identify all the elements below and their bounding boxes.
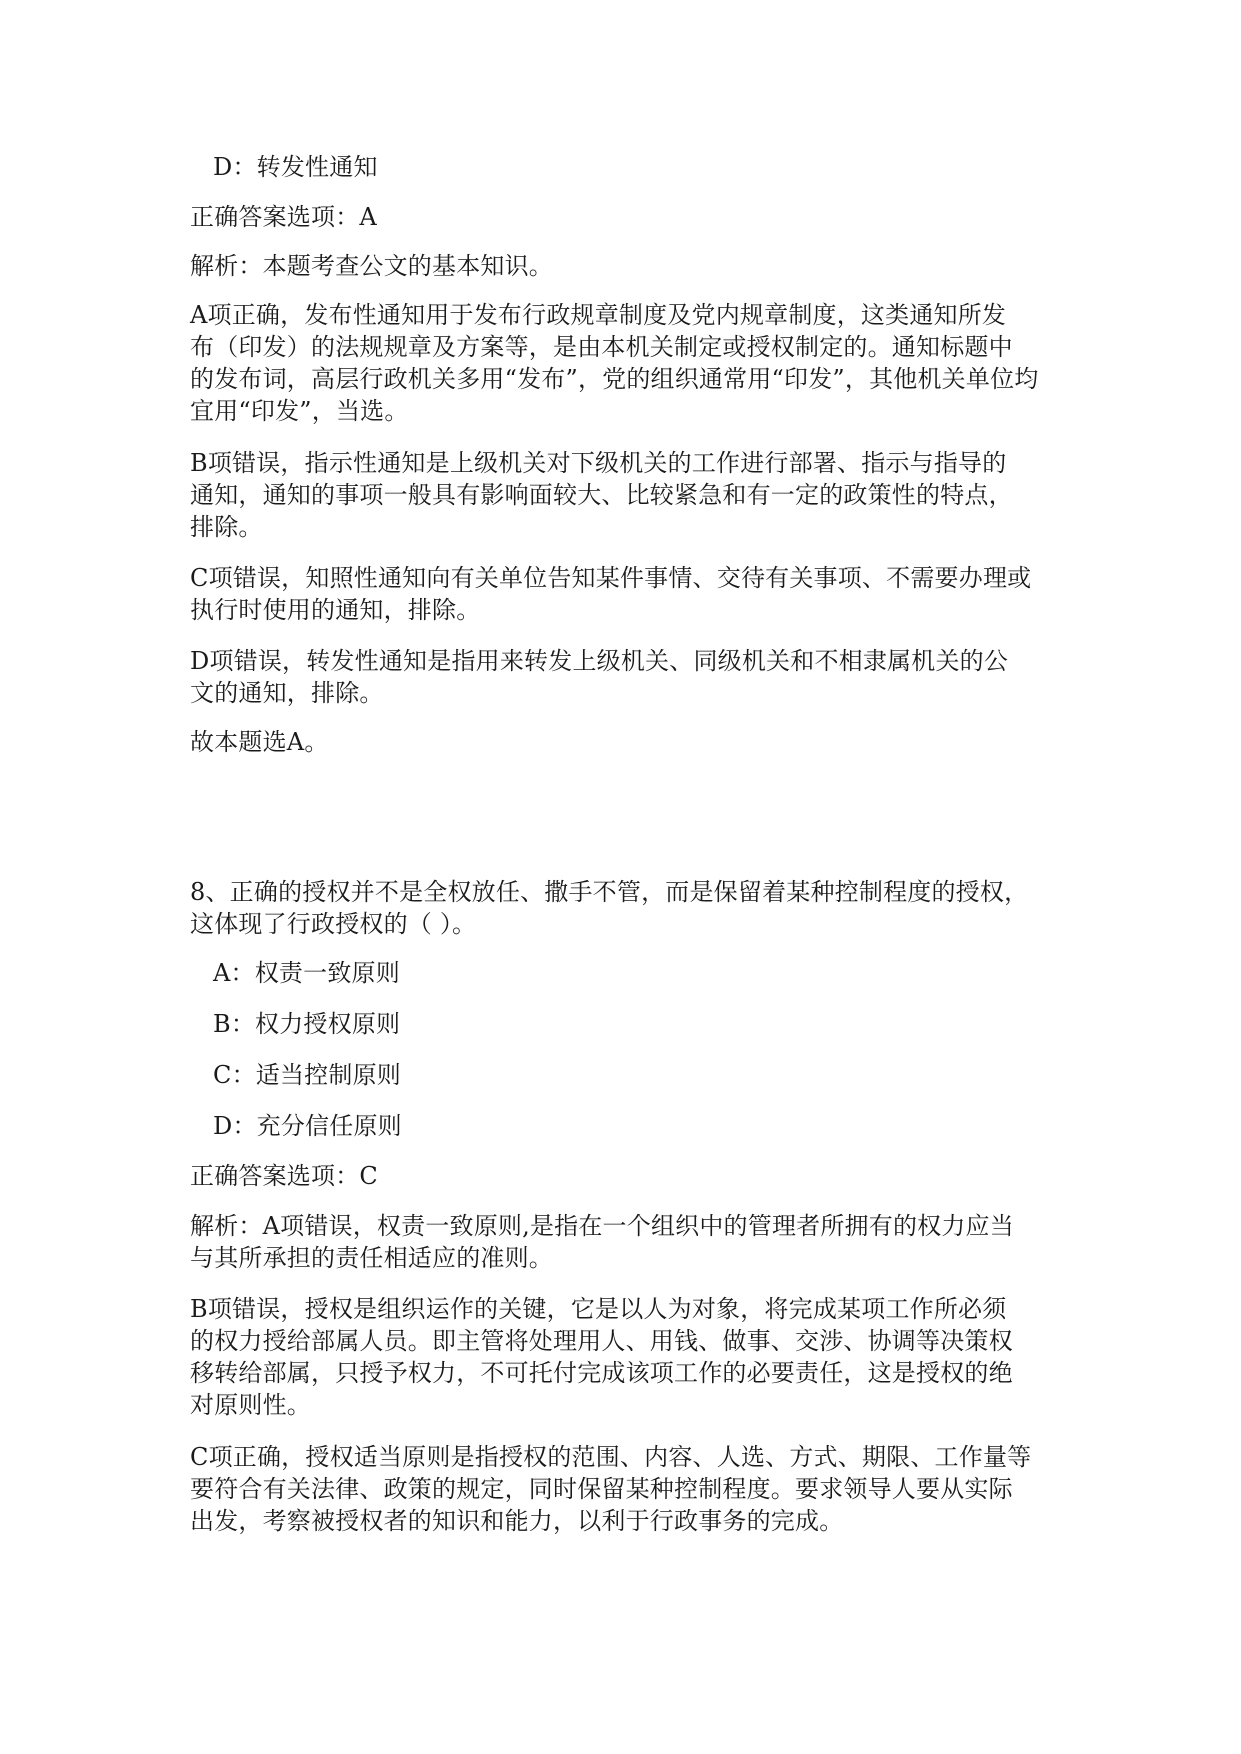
q7-para-c-line: 执行时使用的通知，排除。 [190,596,481,624]
q8-para-b-line: 对原则性。 [190,1391,311,1419]
q7-para-d-line: 文的通知，排除。 [190,679,384,707]
q7-option-d: D：转发性通知 [213,153,378,181]
q7-para-b-line: 排除。 [190,513,263,541]
q7-para-a-line: 的发布词，高层行政机关多用“发布”，党的组织通常用“印发”，其他机关单位均 [190,365,1039,393]
q8-para-a-line: 与其所承担的责任相适应的准则。 [190,1244,553,1272]
q8-answer: 正确答案选项：C [190,1162,378,1190]
q8-question-line: 8、正确的授权并不是全权放任、撒手不管，而是保留着某种控制程度的授权， [190,878,1029,906]
q8-option-b: B：权力授权原则 [213,1010,401,1038]
q8-question-line: 这体现了行政授权的（ ）。 [190,910,477,938]
q7-para-a-line: A项正确，发布性通知用于发布行政规章制度及党内规章制度，这类通知所发 [190,301,1007,329]
q7-answer: 正确答案选项：A [190,203,377,231]
q8-option-c: C：适当控制原则 [213,1061,401,1089]
q7-conclusion: 故本题选A。 [190,728,329,756]
q7-para-b-line: 通知，通知的事项一般具有影响面较大、比较紧急和有一定的政策性的特点， [190,481,1013,509]
q7-explanation-intro: 解析：本题考查公文的基本知识。 [190,252,553,280]
q7-para-c-line: C项错误，知照性通知向有关单位告知某件事情、交待有关事项、不需要办理或 [190,564,1032,592]
q7-para-a-line: 宜用“印发”，当选。 [190,397,409,425]
q8-para-b-line: 移转给部属，只授予权力，不可托付完成该项工作的必要责任，这是授权的绝 [190,1359,1013,1387]
q8-option-d: D：充分信任原则 [213,1112,402,1140]
q8-para-c-line: C项正确，授权适当原则是指授权的范围、内容、人选、方式、期限、工作量等 [190,1443,1032,1471]
q7-para-a-line: 布（印发）的法规规章及方案等，是由本机关制定或授权制定的。通知标题中 [190,333,1013,361]
q8-para-a-line: 解析：A项错误，权责一致原则,是指在一个组织中的管理者所拥有的权力应当 [190,1212,1014,1240]
q8-option-a: A：权责一致原则 [213,959,400,987]
q8-para-b-line: 的权力授给部属人员。即主管将处理用人、用钱、做事、交涉、协调等决策权 [190,1327,1013,1355]
q8-para-b-line: B项错误，授权是组织运作的关键，它是以人为对象，将完成某项工作所必须 [190,1295,1007,1323]
q7-para-d-line: D项错误，转发性通知是指用来转发上级机关、同级机关和不相隶属机关的公 [190,647,1009,675]
q8-para-c-line: 要符合有关法律、政策的规定，同时保留某种控制程度。要求领导人要从实际 [190,1475,1013,1503]
q7-para-b-line: B项错误，指示性通知是上级机关对下级机关的工作进行部署、指示与指导的 [190,449,1007,477]
q8-para-c-line: 出发，考察被授权者的知识和能力，以利于行政事务的完成。 [190,1507,844,1535]
